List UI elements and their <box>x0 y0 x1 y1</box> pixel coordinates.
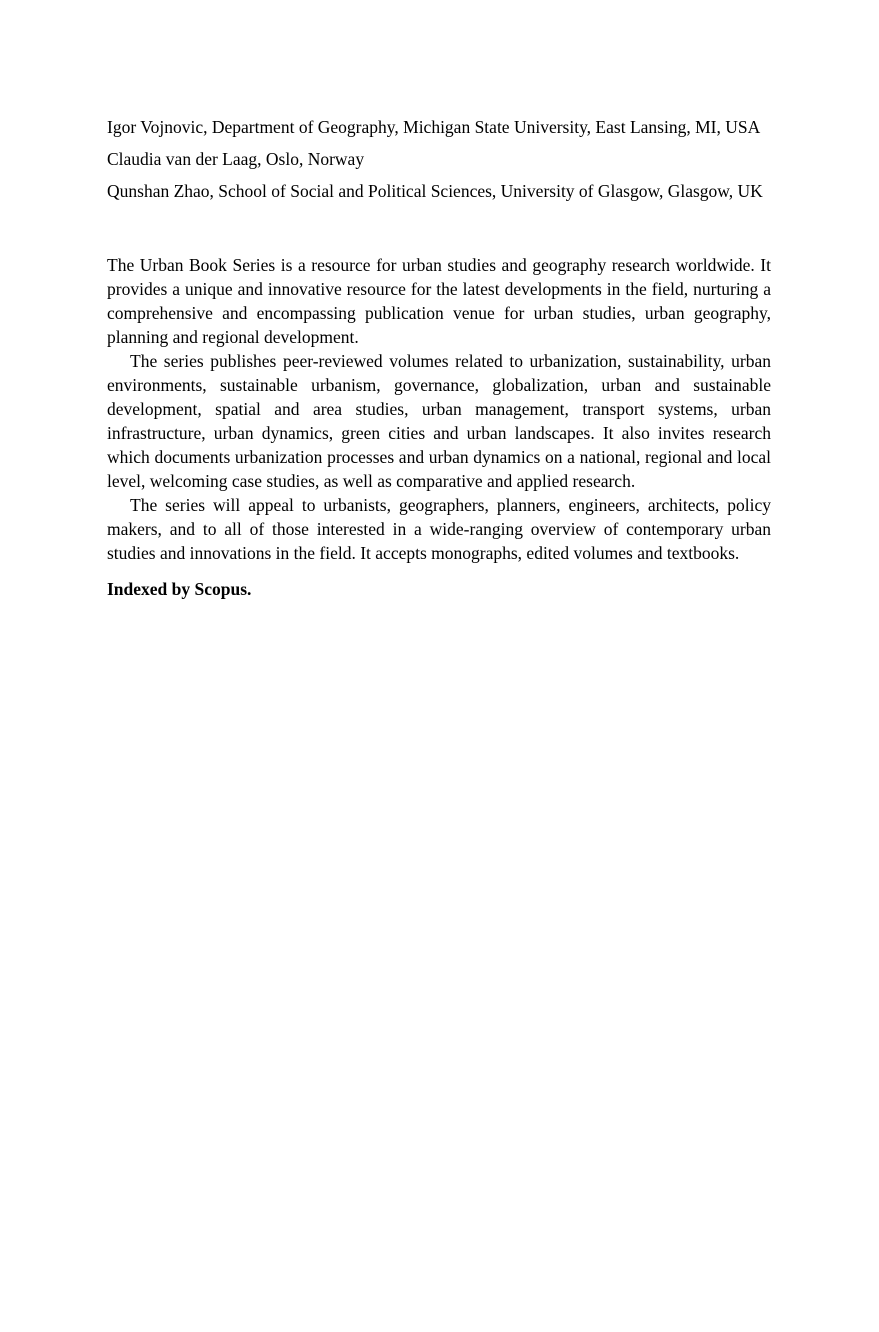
editors-list <box>107 115 771 203</box>
description-paragraph-2: The series publishes peer-reviewed volumes related to urbanization, sustainability, urban environments, sustainable urbanism, governance, globalization, urban and sustainable development, spatial and area studies, urban management, transport systems, urban infrastructure, urban dynamics, green cities and urban landscapes. It also invites research which documents urbanization processes and urban dynamics on a national, regional and local level, welcoming case studies, as well as comparative and applied research. <box>107 351 771 491</box>
series-page <box>107 115 771 601</box>
section-spacer <box>107 211 771 253</box>
editor-entry-zhao: Qunshan Zhao, School of Social and Political Sciences, University of Glasgow, Glasgow, UK <box>107 181 763 201</box>
indexed-notice: Indexed by Scopus. <box>107 579 252 599</box>
editor-entry-vojnovic: Igor Vojnovic, Department of Geography, Michigan State University, East Lansing, MI, USA <box>107 117 761 137</box>
series-description <box>107 253 771 565</box>
description-paragraph-1: The Urban Book Series is a resource for urban studies and geography research worldwide. It provides a unique and innovative resource for the latest developments in the field, nurturing a comprehensive and encompassing publication venue for urban studies, urban geography, planning and regional development. <box>107 255 771 347</box>
description-paragraph-3: The series will appeal to urbanists, geographers, planners, engineers, architects, policy makers, and to all of those interested in a wide-ranging overview of contemporary urban studies and innovations in the field. It accepts monographs, edited volumes and textbooks. <box>107 495 771 563</box>
editor-entry-van-der-laag: Claudia van der Laag, Oslo, Norway <box>107 149 365 169</box>
